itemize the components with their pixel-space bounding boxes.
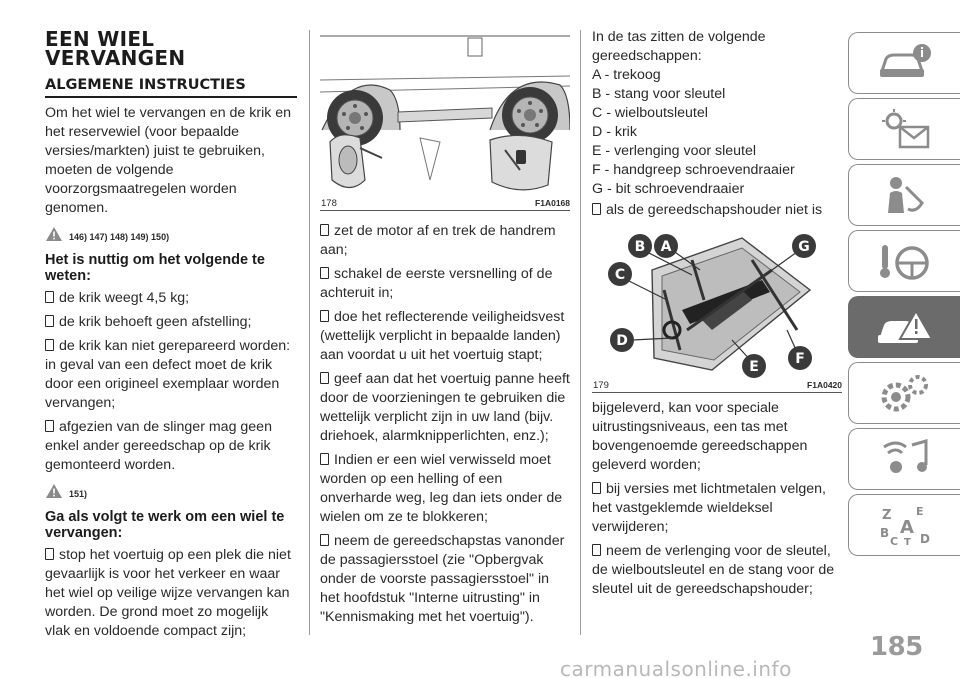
chapter-sidebar: [848, 32, 960, 560]
list-item: de krik kan niet gerepareerd worden: in geval van een defect moet de krik door een origineel exemplaar worden vervangen;: [45, 338, 291, 411]
label-b: B: [634, 239, 646, 255]
bullet-square-icon: [45, 315, 54, 327]
section-title-line1: EEN WIEL: [45, 27, 155, 51]
bullet-square-icon: [592, 203, 601, 215]
section-title-line2: VERVANGEN: [45, 46, 186, 70]
figure-caption: [592, 378, 842, 392]
svg-text:C: C: [889, 535, 898, 547]
label-g: G: [798, 239, 810, 255]
list-item: zet de motor af en trek de handrem aan;: [320, 223, 556, 258]
bullet-square-icon: [45, 548, 54, 560]
svg-text:Z: Z: [881, 508, 891, 523]
list-item: doe het reflecterende veiligheidsvest (wettelijk verplicht in bepaalde landen) aan voordat u uit het voertuig stapt;: [320, 309, 565, 363]
tool-item: B - stang voor sleutel: [592, 86, 726, 102]
figure-caption: [320, 196, 570, 210]
section-subtitle: ALGEMENE INSTRUCTIES: [45, 76, 297, 98]
tool-item: C - wielboutsleutel: [592, 105, 708, 121]
bullet-square-icon: [320, 453, 329, 465]
list-item: schakel de eerste versnelling of de achteruit in;: [320, 266, 553, 301]
bullet-square-icon: [320, 372, 329, 384]
list-item: de krik weegt 4,5 kg;: [45, 289, 297, 308]
intro-paragraph: Om het wiel te vervangen en de krik en het reservewiel (voor bepaalde versies/markten) juist te gebruiken, moeten de volgende voorzorgsmaatregelen worden genomen.: [45, 105, 292, 216]
watermark: carmanualsonline.info: [560, 657, 792, 678]
list-item: als de gereedschapshouder niet is: [592, 201, 842, 220]
figure-code: F1A0168: [535, 198, 570, 208]
tab-multimedia[interactable]: [848, 428, 960, 490]
svg-text:B: B: [879, 526, 889, 540]
safety-icon: [876, 173, 934, 217]
list-item: neem de gereedschapstas vanonder de passagiersstoel (zie "Opbergvak onder de voorste passagiersstoel" in het hoofdstuk "Interne uitrusting" in "Kennismaking met het voertuig").: [320, 533, 565, 625]
list-item: stop het voertuig op een plek die niet gevaarlijk is voor het verkeer en waar het wiel op veilige wijze vervangen kan worden. De grond moet zo mogelijk vlak en voldoende compact zijn;: [45, 547, 291, 639]
svg-text:T: T: [903, 537, 911, 547]
holder-continuation: bijgeleverd, kan voor speciale uitrustingsniveaus, een tas met bovengenoemde gereedschappen geleverd worden;: [592, 400, 808, 473]
figure-179: [592, 230, 842, 393]
list-item: bij versies met lichtmetalen velgen, het vastgeklemde wieldeksel verwijderen;: [592, 481, 827, 535]
list-item: afgezien van de slinger mag geen enkel ander gereedschap op de krik gemonteerd worden.: [45, 419, 272, 473]
figure-178: [320, 30, 570, 211]
column-divider: [580, 30, 581, 635]
warning-reference: [45, 226, 297, 242]
tool-item: A - trekoog: [592, 67, 661, 83]
figure-number: 179: [593, 380, 609, 391]
figure-number: 178: [321, 198, 337, 209]
bullet-square-icon: [45, 291, 54, 303]
bullet-square-icon: [592, 482, 601, 494]
bullet-square-icon: [45, 339, 54, 351]
bullet-square-icon: [320, 267, 329, 279]
tool-item: D - krik: [592, 124, 637, 140]
list-item: de krik behoeft geen afstelling;: [45, 313, 297, 332]
warning-reference: [45, 483, 297, 499]
column-1: [45, 27, 297, 641]
column-2: [320, 30, 570, 627]
tools-intro: In de tas zitten de volgende gereedschappen:: [592, 29, 766, 64]
list-item: geef aan dat het voertuig panne heeft door de voorzieningen te gebruiken die wettelijk verplicht zijn in uw land (bijv. driehoek, alarmknipperlichten, enz.);: [320, 371, 570, 444]
tool-kit-illustration: [592, 230, 842, 378]
tab-index[interactable]: [848, 494, 960, 556]
tab-maintenance[interactable]: [848, 362, 960, 424]
tab-safety[interactable]: [848, 164, 960, 226]
bullet-square-icon: [320, 310, 329, 322]
tool-item: G - bit schroevendraaier: [592, 181, 745, 197]
warning-triangle-icon: [45, 483, 63, 499]
svg-text:D: D: [919, 532, 930, 546]
list-item: Indien er een wiel verwisseld moet worden op een helling of een onverharde weg, leg dan iets onder de wielen om ze te blokkeren;: [320, 452, 563, 525]
label-e: E: [749, 359, 759, 375]
tab-warning-lights[interactable]: [848, 98, 960, 160]
maintenance-icon: [876, 371, 934, 415]
bullet-square-icon: [45, 420, 54, 432]
label-a: A: [660, 239, 672, 255]
figure-code: F1A0420: [807, 380, 842, 390]
warning-refs: 146) 147) 148) 149) 150): [69, 232, 170, 242]
label-f: F: [795, 351, 805, 367]
list-item: neem de verlenging voor de sleutel, de wielboutsleutel en de stang voor de sleutel uit de gereedschapshouder;: [592, 543, 835, 597]
label-c: C: [614, 267, 626, 283]
label-d: D: [616, 333, 628, 349]
page-number: 185: [870, 632, 923, 662]
bullet-square-icon: [320, 534, 329, 546]
van-side-illustration: [320, 30, 570, 196]
heading-proceed: Ga als volgt te werk om een wiel te vervangen:: [45, 509, 285, 541]
warning-lights-icon: [876, 107, 934, 151]
warning-triangle-icon: [45, 226, 63, 242]
tab-starting-driving[interactable]: [848, 230, 960, 292]
emergency-icon: [876, 305, 934, 349]
starting-driving-icon: [876, 239, 934, 283]
warning-refs: 151): [69, 489, 88, 499]
column-divider: [309, 30, 310, 635]
heading-useful: Het is nuttig om het volgende te weten:: [45, 252, 265, 284]
tool-item: F - handgreep schroevendraaier: [592, 162, 795, 178]
bullet-square-icon: [320, 224, 329, 236]
multimedia-icon: [876, 437, 934, 481]
tab-car-info[interactable]: [848, 32, 960, 94]
bullet-square-icon: [592, 544, 601, 556]
index-icon: [876, 503, 934, 547]
svg-text:E: E: [915, 505, 924, 518]
column-3: [592, 30, 842, 599]
tool-item: E - verlenging voor sleutel: [592, 143, 757, 159]
tab-emergency[interactable]: [848, 296, 960, 358]
car-info-icon: [876, 41, 934, 85]
svg-text:A: A: [899, 517, 914, 538]
